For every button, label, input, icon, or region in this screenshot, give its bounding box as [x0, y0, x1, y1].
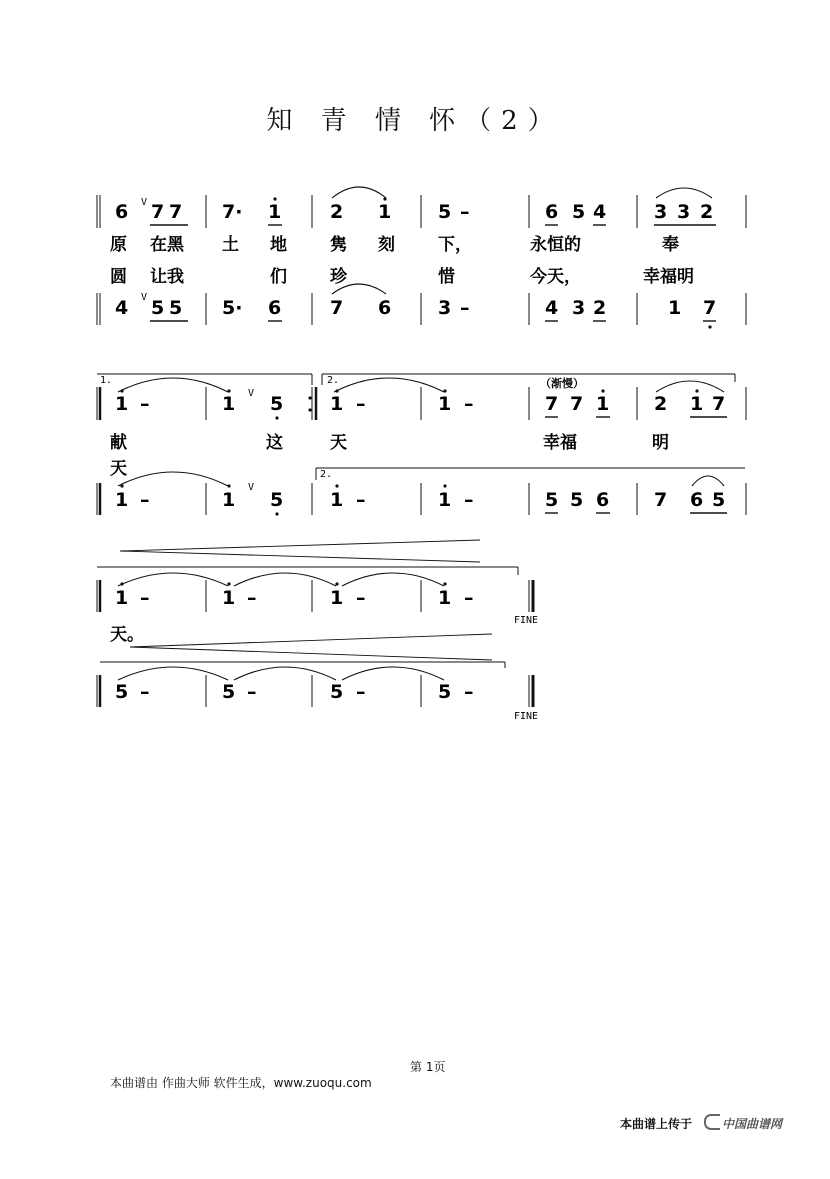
note-upper: –: [356, 393, 366, 415]
note-lower: –: [247, 681, 257, 703]
lyric-line-2: 圆: [110, 267, 127, 287]
note-lower: 2: [593, 297, 607, 319]
octave-dot: [335, 484, 338, 487]
note-upper: 7: [545, 393, 559, 415]
fine-mark: FINE: [514, 711, 539, 722]
tie: [342, 667, 444, 680]
note-upper: –: [464, 587, 474, 609]
note-lower: 5: [270, 489, 284, 511]
note-lower: 5: [570, 489, 584, 511]
note-upper: 1: [438, 393, 452, 415]
note-upper: 6: [115, 201, 129, 223]
note-lower: –: [140, 489, 150, 511]
note-upper: –: [356, 587, 366, 609]
note-lower: 5: [222, 681, 236, 703]
octave-dot: [708, 325, 711, 328]
note-lower: 1: [115, 489, 129, 511]
site-logo: [704, 1114, 782, 1132]
lyric-line-1: 隽: [330, 235, 347, 255]
note-lower: 5: [545, 489, 559, 511]
tie: [342, 573, 444, 586]
tie: [332, 187, 386, 198]
octave-dot: [335, 582, 338, 585]
repeat-dot: [308, 408, 311, 411]
lyric-line-1: 天。: [110, 625, 144, 645]
note-upper: 7: [169, 201, 183, 223]
note-lower: 5: [712, 489, 726, 511]
note-upper: 1: [690, 393, 704, 415]
note-upper: –: [460, 201, 470, 223]
note-upper: 1: [268, 201, 282, 223]
lyric-line-1: 刻: [378, 235, 395, 255]
diminuendo-hairpin: [130, 634, 492, 660]
lyric-line-1: 永恒的: [530, 235, 581, 255]
note-upper: 7: [151, 201, 165, 223]
tie: [118, 472, 228, 486]
logo-text: 中国曲谱网: [722, 1117, 783, 1131]
breath-mark: V: [248, 388, 255, 399]
lyric-line-2: 们: [270, 267, 287, 287]
note-lower: 6: [378, 297, 392, 319]
note-lower: 5: [151, 297, 165, 319]
note-upper: 7·: [222, 201, 243, 223]
lyric-line-2: 今天，: [530, 267, 581, 287]
staff-lines: [97, 187, 746, 707]
note-upper: 2: [654, 393, 668, 415]
note-upper: 1: [115, 393, 129, 415]
note-upper: 1: [596, 393, 610, 415]
lyric-line-2: 幸福明: [643, 267, 694, 287]
note-upper: 1: [115, 587, 129, 609]
tie: [118, 378, 228, 392]
tie: [656, 188, 712, 198]
octave-dot: [275, 416, 278, 419]
note-upper: 3: [654, 201, 668, 223]
note-lower: 5: [330, 681, 344, 703]
note-upper: –: [247, 587, 257, 609]
note-upper: 3: [677, 201, 691, 223]
note-lower: 6: [596, 489, 610, 511]
note-lower: 1: [222, 489, 236, 511]
volta-2-lower: 2.: [320, 469, 333, 480]
logo-icon: [704, 1114, 720, 1130]
note-upper: 1: [222, 587, 236, 609]
lyric-line-1: 献: [110, 433, 127, 453]
note-upper: 1: [222, 393, 236, 415]
octave-dot: [443, 582, 446, 585]
octave-dot: [275, 512, 278, 515]
page-title: 知 青 情 怀（2）: [266, 106, 564, 136]
lyric-line-2: 珍: [330, 267, 347, 287]
note-lower: 4: [545, 297, 559, 319]
volta-2: 2.: [327, 375, 340, 386]
lyric-line-1: 奉: [662, 235, 679, 255]
volta-1: 1.: [100, 375, 113, 386]
note-upper: 1: [330, 393, 344, 415]
note-upper: 4: [593, 201, 607, 223]
octave-dot: [443, 484, 446, 487]
tie: [234, 573, 336, 586]
note-lower: 5: [169, 297, 183, 319]
note-lower: –: [140, 681, 150, 703]
note-upper: 5: [270, 393, 284, 415]
octave-dot: [227, 582, 230, 585]
page-number: 第 1页: [410, 1060, 446, 1074]
lyric-line-1: 明: [652, 433, 669, 453]
note-upper: 6: [545, 201, 559, 223]
lyric-line-2: 让我: [150, 267, 184, 287]
note-lower: –: [356, 489, 366, 511]
generator-note: 本曲谱由 作曲大师 软件生成，www.zuoqu.com: [110, 1076, 372, 1090]
lyric-line-1: 在黑: [150, 235, 184, 255]
score-text: [100, 197, 725, 722]
note-upper: 5: [572, 201, 586, 223]
note-lower: –: [464, 489, 474, 511]
note-lower: 1: [438, 489, 452, 511]
note-lower: –: [460, 297, 470, 319]
tie: [118, 667, 228, 680]
note-upper: 1: [378, 201, 392, 223]
lyric-line-1: 下，: [438, 235, 472, 255]
note-lower: 5: [115, 681, 129, 703]
lyric-line-1: 幸福: [543, 433, 577, 453]
tempo-mark: （渐慢）: [540, 377, 584, 390]
repeat-dot: [308, 396, 311, 399]
note-upper: 7: [570, 393, 584, 415]
breath-mark: V: [141, 292, 148, 303]
note-upper: 2: [330, 201, 344, 223]
diminuendo-hairpin: [120, 540, 480, 562]
lyric-line-1: 地: [270, 235, 287, 255]
note-upper: 7: [712, 393, 726, 415]
lyric-line-2: 惜: [438, 267, 455, 287]
fine-mark: FINE: [514, 615, 539, 626]
note-lower: 4: [115, 297, 129, 319]
note-lower: 6: [268, 297, 282, 319]
note-lower: 3: [438, 297, 452, 319]
breath-mark: V: [248, 482, 255, 493]
note-lower: 5·: [222, 297, 243, 319]
note-upper: 2: [700, 201, 714, 223]
note-lower: –: [356, 681, 366, 703]
note-lower: –: [464, 681, 474, 703]
note-upper: –: [140, 587, 150, 609]
lyric-line-2: 天: [110, 459, 127, 479]
note-upper: 1: [330, 587, 344, 609]
tie: [692, 476, 724, 486]
lyric-line-1: 天: [330, 433, 347, 453]
note-lower: 5: [438, 681, 452, 703]
upload-note: 本曲谱上传于: [620, 1117, 693, 1131]
note-lower: 7: [703, 297, 717, 319]
breath-mark: V: [141, 197, 148, 208]
note-upper: 1: [438, 587, 452, 609]
note-upper: –: [140, 393, 150, 415]
note-lower: 3: [572, 297, 586, 319]
lyric-line-1: 原: [110, 235, 127, 255]
tie: [334, 378, 444, 392]
note-lower: 1: [330, 489, 344, 511]
lyric-line-1: 土: [222, 235, 239, 255]
note-lower: 6: [690, 489, 704, 511]
tie: [234, 667, 336, 680]
tie: [656, 381, 724, 392]
note-lower: 7: [654, 489, 668, 511]
note-lower: 7: [330, 297, 344, 319]
note-lower: 1: [668, 297, 682, 319]
lyric-line-1: 这: [266, 433, 283, 453]
note-upper: 5: [438, 201, 452, 223]
tie: [118, 573, 228, 586]
note-upper: –: [464, 393, 474, 415]
